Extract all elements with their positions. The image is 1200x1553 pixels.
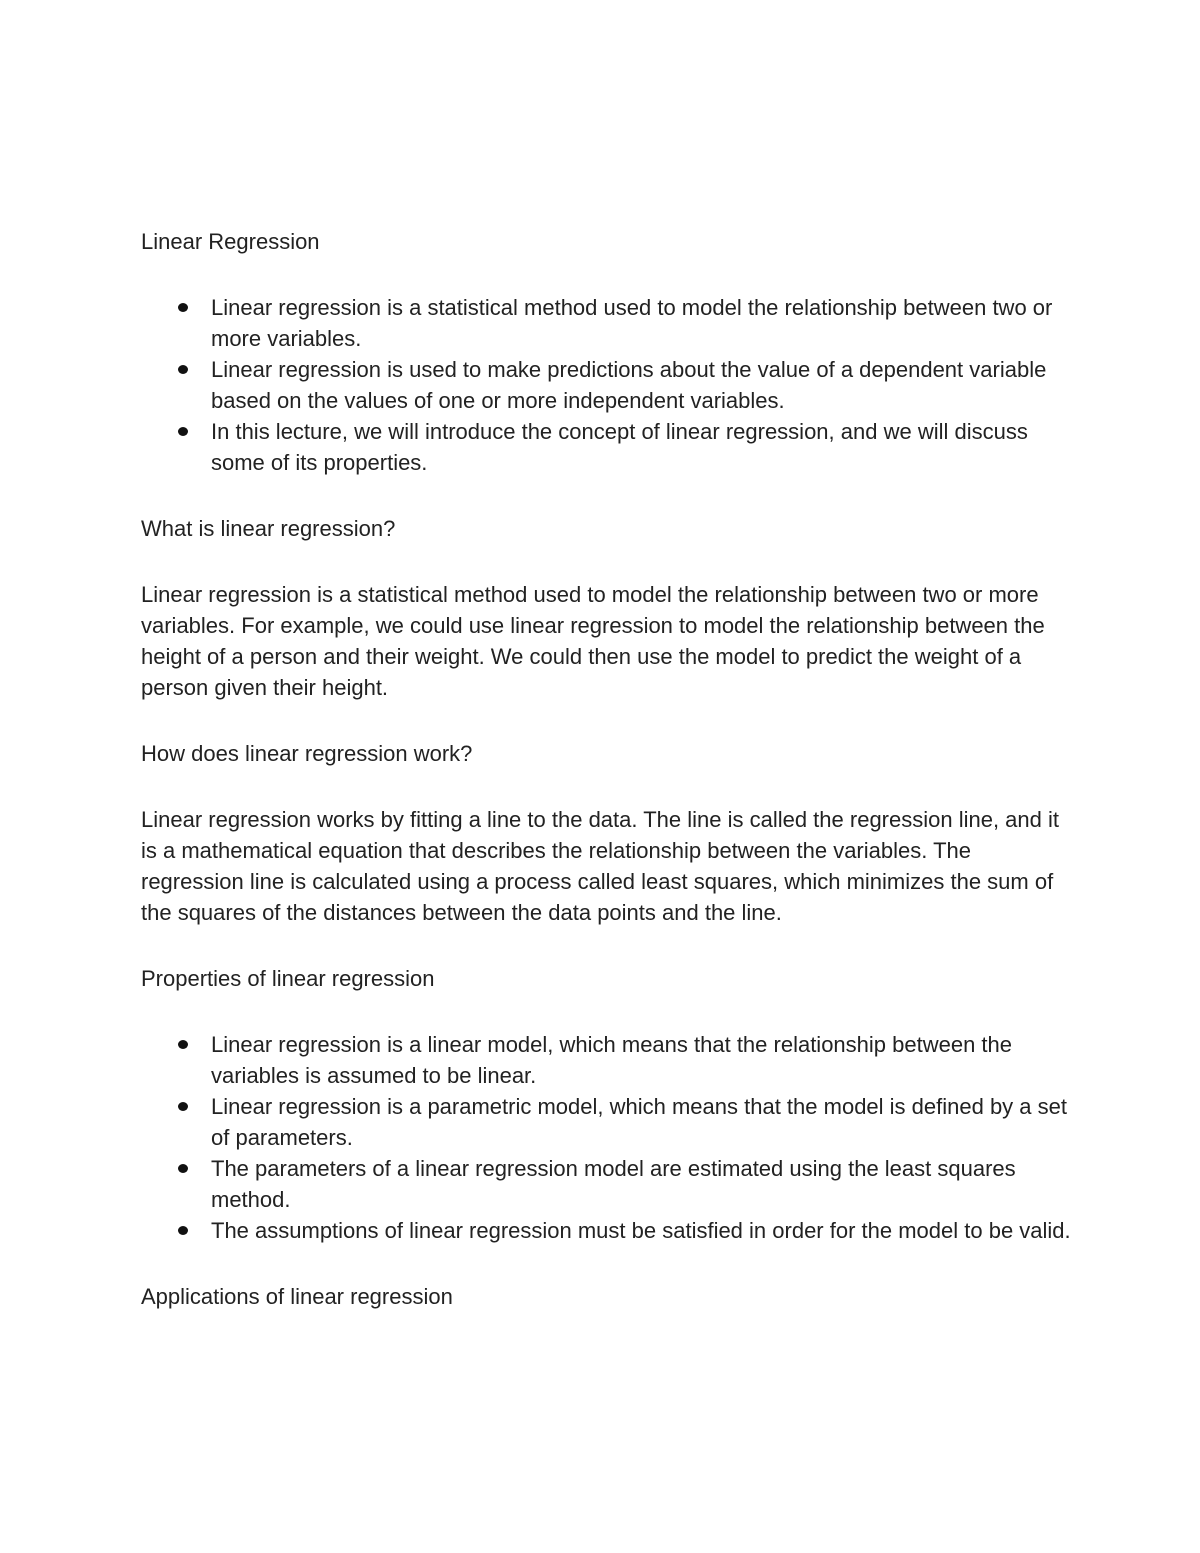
list-item [141, 1029, 1071, 1091]
list-item-text: In this lecture, we will introduce the concept of linear regression, and we will discuss some of its properties. [211, 419, 1028, 475]
document-body [141, 226, 1071, 1347]
list-item-text: The assumptions of linear regression must be satisfied in order for the model to be valid. [211, 1218, 1071, 1243]
bullet-icon [178, 365, 188, 374]
list-item [141, 292, 1071, 354]
list-item [141, 1215, 1071, 1246]
section-heading-how: How does linear regression work? [141, 741, 473, 766]
list-item-text: Linear regression is used to make predictions about the value of a dependent variable based on the values of one or more independent variables. [211, 357, 1047, 413]
bullet-icon [178, 1164, 188, 1173]
list-item-text: The parameters of a linear regression model are estimated using the least squares method. [211, 1156, 1016, 1212]
list-item [141, 1153, 1071, 1215]
section-heading-properties: Properties of linear regression [141, 966, 435, 991]
section-body-how: Linear regression works by fitting a line to the data. The line is called the regression line, and it is a mathematical equation that describes the relationship between the variables. The regression line is calculated using a process called least squares, which minimizes the sum of the squares of the distances between the data points and the line. [141, 807, 1059, 925]
bullet-icon [178, 1102, 188, 1111]
section-heading-applications: Applications of linear regression [141, 1284, 453, 1309]
list-item [141, 416, 1071, 478]
bullet-icon [178, 1226, 188, 1235]
list-item [141, 354, 1071, 416]
list-item-text: Linear regression is a statistical method used to model the relationship between two or more variables. [211, 295, 1053, 351]
intro-bullet-list [141, 292, 1071, 478]
bullet-icon [178, 427, 188, 436]
section-heading-what: What is linear regression? [141, 516, 396, 541]
list-item-text: Linear regression is a parametric model, which means that the model is defined by a set of parameters. [211, 1094, 1067, 1150]
document-title: Linear Regression [141, 229, 320, 254]
list-item-text: Linear regression is a linear model, which means that the relationship between the variables is assumed to be linear. [211, 1032, 1013, 1088]
bullet-icon [178, 303, 188, 312]
section-body-what: Linear regression is a statistical method used to model the relationship between two or more variables. For example, we could use linear regression to model the relationship between the height of a person and their weight. We could then use the model to predict the weight of a person given their height. [141, 582, 1045, 700]
list-item [141, 1091, 1071, 1153]
bullet-icon [178, 1040, 188, 1049]
properties-bullet-list [141, 1029, 1071, 1246]
